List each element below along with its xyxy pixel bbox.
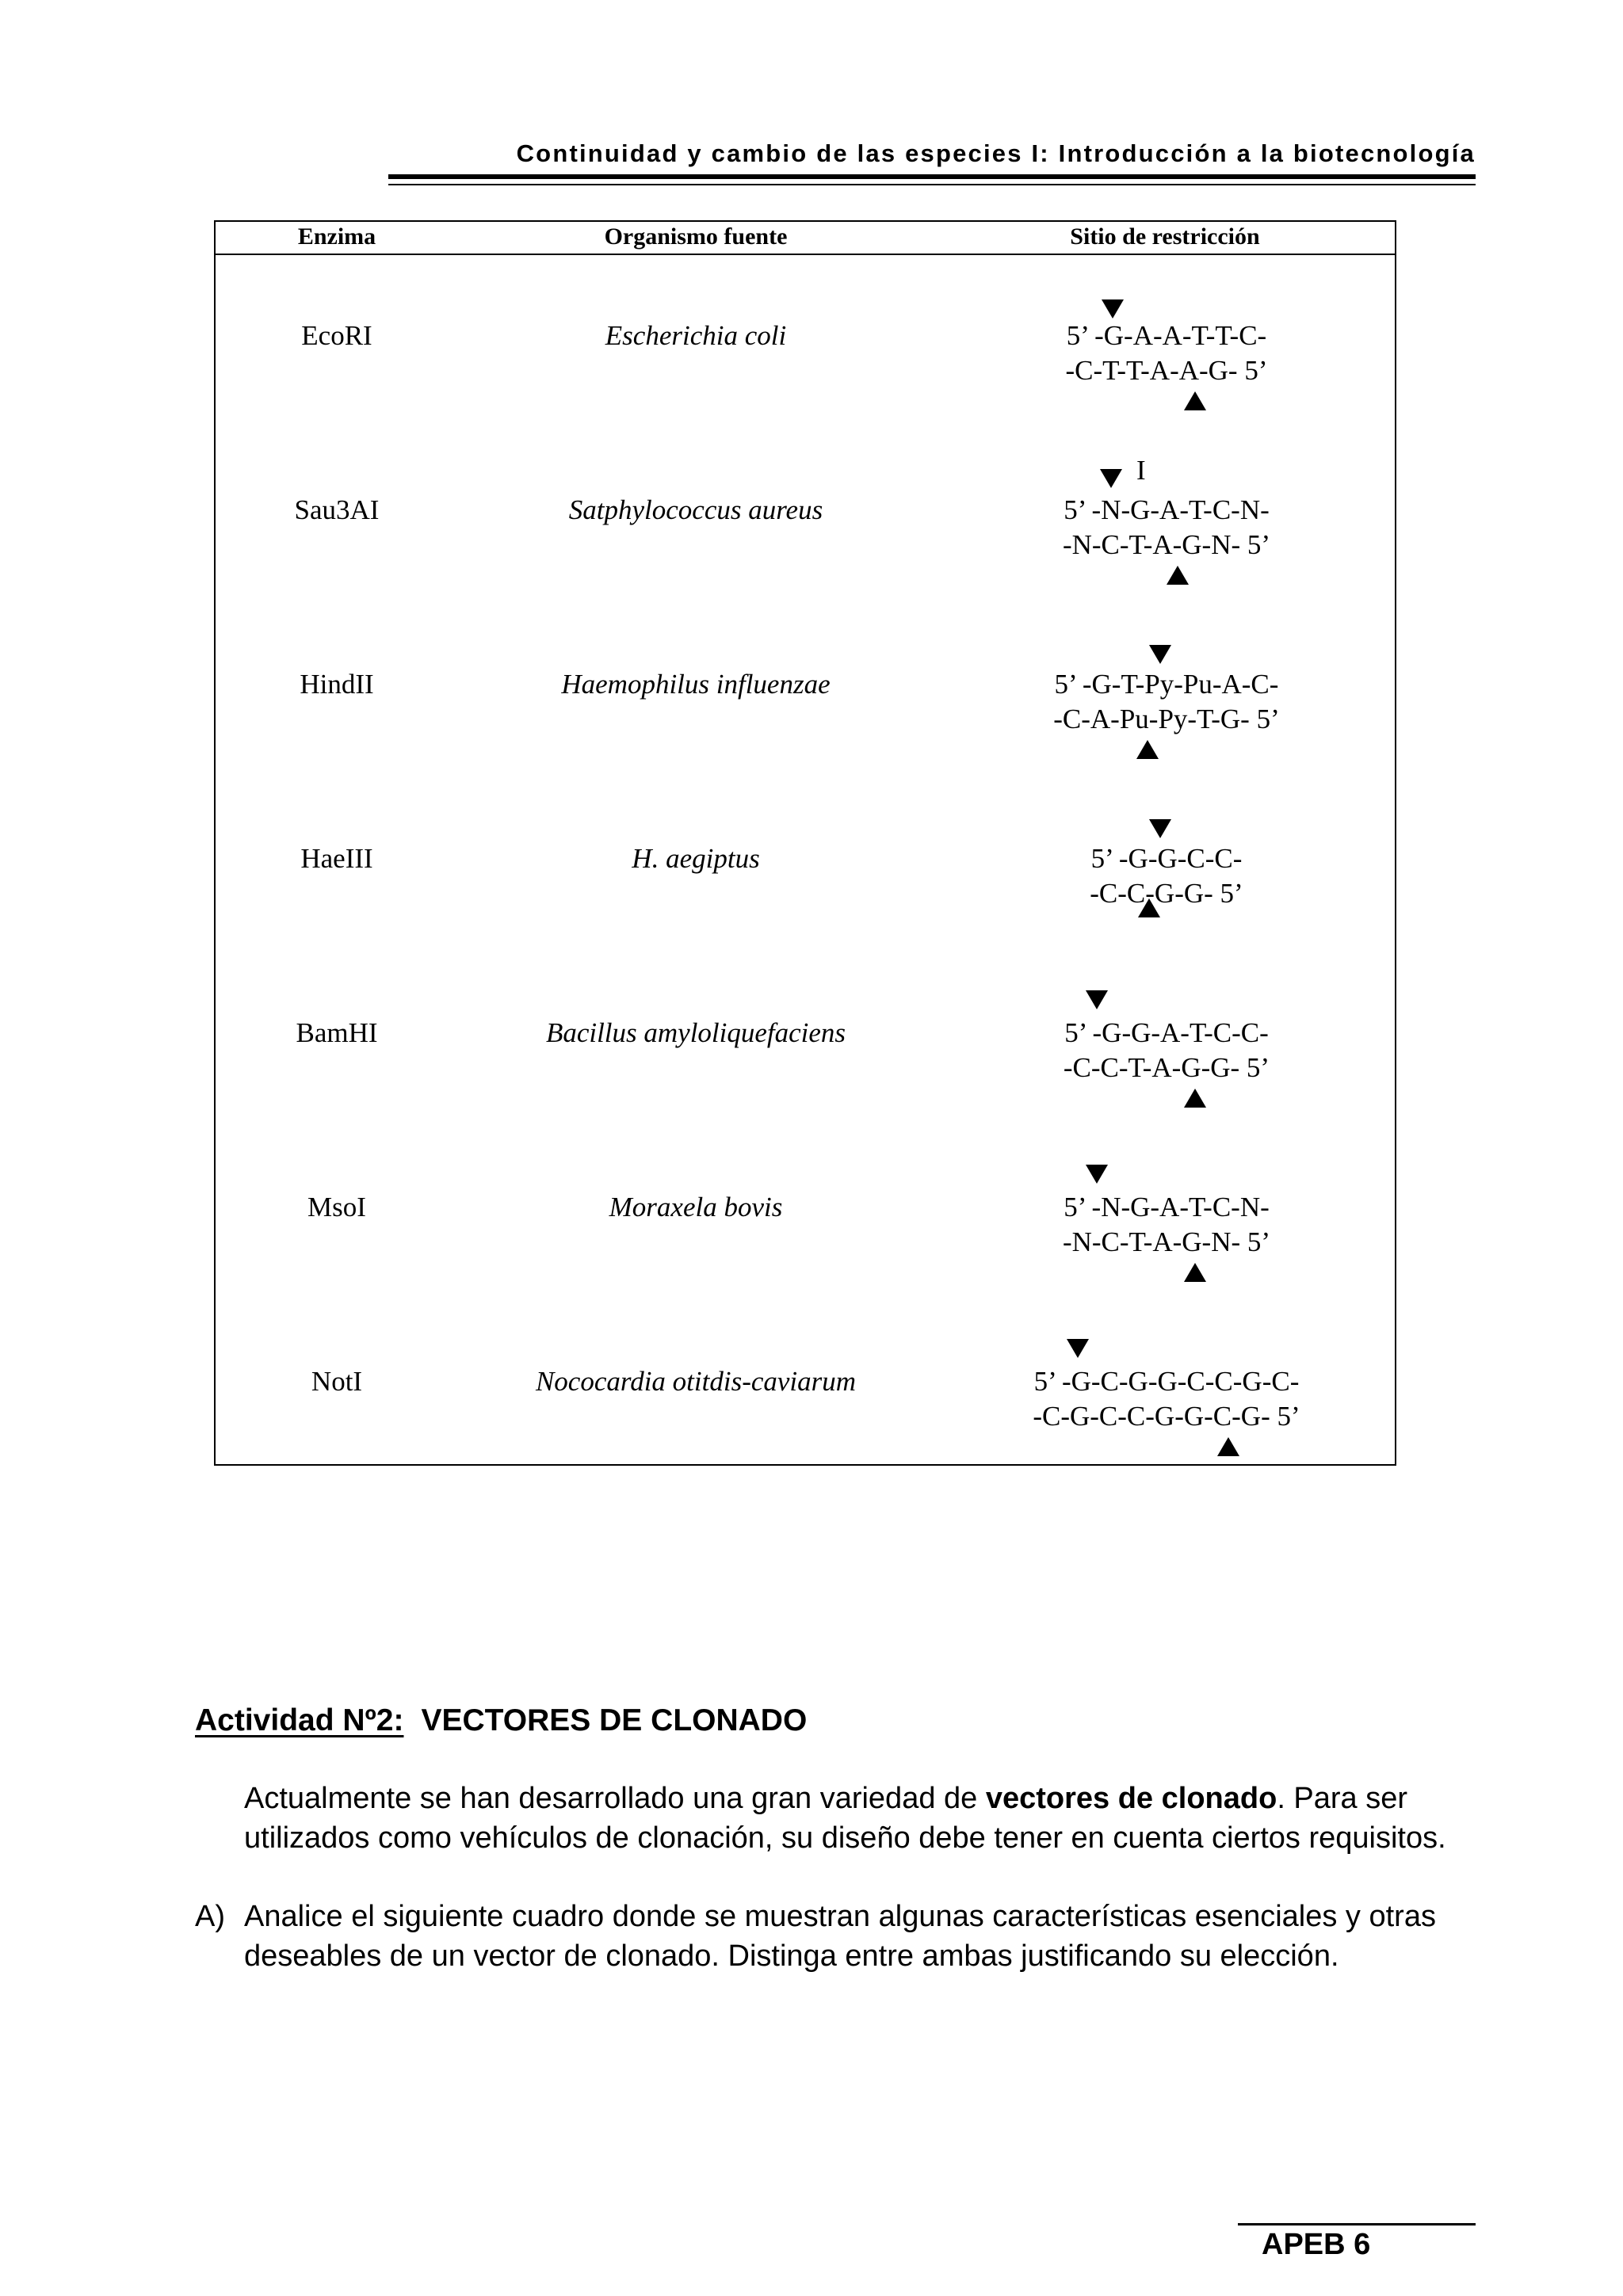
item-text: Analice el siguiente cuadro donde se muestran algunas características esenciales y otras deseables de un vector de clonado. Distinga entre ambas justificando su elección. (244, 1900, 1436, 1973)
restriction-site (1008, 604, 1325, 778)
site-top-strand: 5’ -G-C-G-G-C-C-G-C- (1033, 1366, 1300, 1397)
site-bottom-strand: -C-G-C-C-G-G-C-G- 5’ (1033, 1401, 1300, 1432)
cut-arrow-bottom-icon (1184, 1089, 1206, 1108)
enzyme-name: EcoRI (301, 320, 372, 351)
site-top-strand: 5’ -N-G-A-T-C-N- (1064, 494, 1270, 525)
site-top-strand: 5’ -G-T-Py-Pu-A-C- (1054, 669, 1279, 700)
cut-arrow-bottom-icon (1167, 566, 1189, 585)
page-footer-label: APEB 6 (1262, 2228, 1371, 2261)
site-bottom-strand: -C-C-T-A-G-G- 5’ (1063, 1052, 1270, 1083)
header-organism: Organismo fuente (604, 223, 788, 250)
restriction-site (1008, 952, 1325, 1127)
site-mark: I (1136, 455, 1146, 486)
cut-arrow-top-icon (1086, 990, 1108, 1009)
site-bottom-strand: -C-A-Pu-Py-T-G- 5’ (1053, 704, 1280, 734)
intro-paragraph (195, 1779, 1528, 1858)
site-top-strand: 5’ -N-G-A-T-C-N- (1064, 1192, 1270, 1222)
enzyme-name: HaeIII (300, 843, 373, 874)
cut-arrow-bottom-icon (1136, 740, 1159, 759)
site-bottom-strand: -N-C-T-A-G-N- 5’ (1062, 1226, 1271, 1257)
header-rule-thin (388, 184, 1476, 185)
enzyme-name: MsoI (307, 1192, 366, 1222)
cut-arrow-top-icon (1067, 1339, 1089, 1358)
site-bottom-strand: -N-C-T-A-G-N- 5’ (1062, 529, 1271, 560)
site-top-strand: 5’ -G-A-A-T-T-C- (1066, 320, 1267, 351)
source-organism: Haemophilus influenzae (561, 669, 831, 700)
table-row (216, 778, 1395, 952)
enzyme-name: HindII (300, 669, 374, 700)
cut-arrow-bottom-icon (1184, 391, 1206, 410)
cut-arrow-bottom-icon (1138, 898, 1160, 917)
header-site: Sitio de restricción (1070, 223, 1260, 250)
cut-arrow-top-icon (1149, 819, 1171, 838)
table-header-row (216, 222, 1395, 255)
cut-arrow-top-icon (1102, 299, 1124, 318)
restriction-site (1008, 255, 1325, 429)
site-top-strand: 5’ -G-G-A-T-C-C- (1064, 1017, 1269, 1048)
table-row (216, 1301, 1395, 1475)
restriction-site (1008, 778, 1325, 952)
table-row (216, 604, 1395, 778)
source-organism: Bacillus amyloliquefaciens (545, 1017, 846, 1048)
activity-name: VECTORES DE CLONADO (421, 1703, 808, 1737)
activity-label: Actividad Nº2: (195, 1703, 404, 1737)
table-row (216, 952, 1395, 1127)
intro-text-bold: vectores de clonado (985, 1782, 1277, 1815)
restriction-site (1008, 1301, 1325, 1475)
cut-arrow-top-icon (1086, 1165, 1108, 1184)
header-enzyme: Enzima (297, 223, 376, 250)
activity-heading (195, 1703, 807, 1738)
site-top-strand: 5’ -G-G-C-C- (1090, 843, 1243, 874)
restriction-site (1008, 1127, 1325, 1301)
table-row (216, 429, 1395, 604)
cut-arrow-top-icon (1100, 469, 1122, 488)
source-organism: H. aegiptus (632, 843, 760, 874)
intro-text-before: Actualmente se han desarrollado una gran variedad de (244, 1782, 986, 1815)
source-organism: Satphylococcus aureus (568, 494, 823, 525)
source-organism: Moraxela bovis (609, 1192, 783, 1222)
restriction-site (1008, 429, 1325, 604)
table-row (216, 255, 1395, 429)
table-row (216, 1127, 1395, 1301)
restriction-enzyme-table (214, 220, 1396, 1466)
site-bottom-strand: -C-C-G-G- 5’ (1090, 878, 1243, 909)
cut-arrow-bottom-icon (1184, 1263, 1206, 1282)
header-rule-thick (388, 174, 1476, 179)
footer-rule (1238, 2223, 1476, 2225)
enzyme-name: Sau3AI (294, 494, 380, 525)
cut-arrow-bottom-icon (1217, 1437, 1239, 1456)
enzyme-name: NotI (311, 1366, 363, 1397)
source-organism: Nococardia otitdis-caviarum (535, 1366, 857, 1397)
cut-arrow-top-icon (1149, 645, 1171, 664)
intro-text-after: . Para ser utilizados como vehículos de clonación, su diseño debe tener en cuenta ciertos requisitos. (244, 1782, 1446, 1855)
enzyme-name: BamHI (296, 1017, 378, 1048)
site-bottom-strand: -C-T-T-A-A-G- 5’ (1065, 355, 1268, 386)
page-header-title: Continuidad y cambio de las especies I: Introducción a la biotecnología (516, 139, 1476, 167)
source-organism: Escherichia coli (605, 320, 787, 351)
item-marker: A) (195, 1900, 225, 1933)
